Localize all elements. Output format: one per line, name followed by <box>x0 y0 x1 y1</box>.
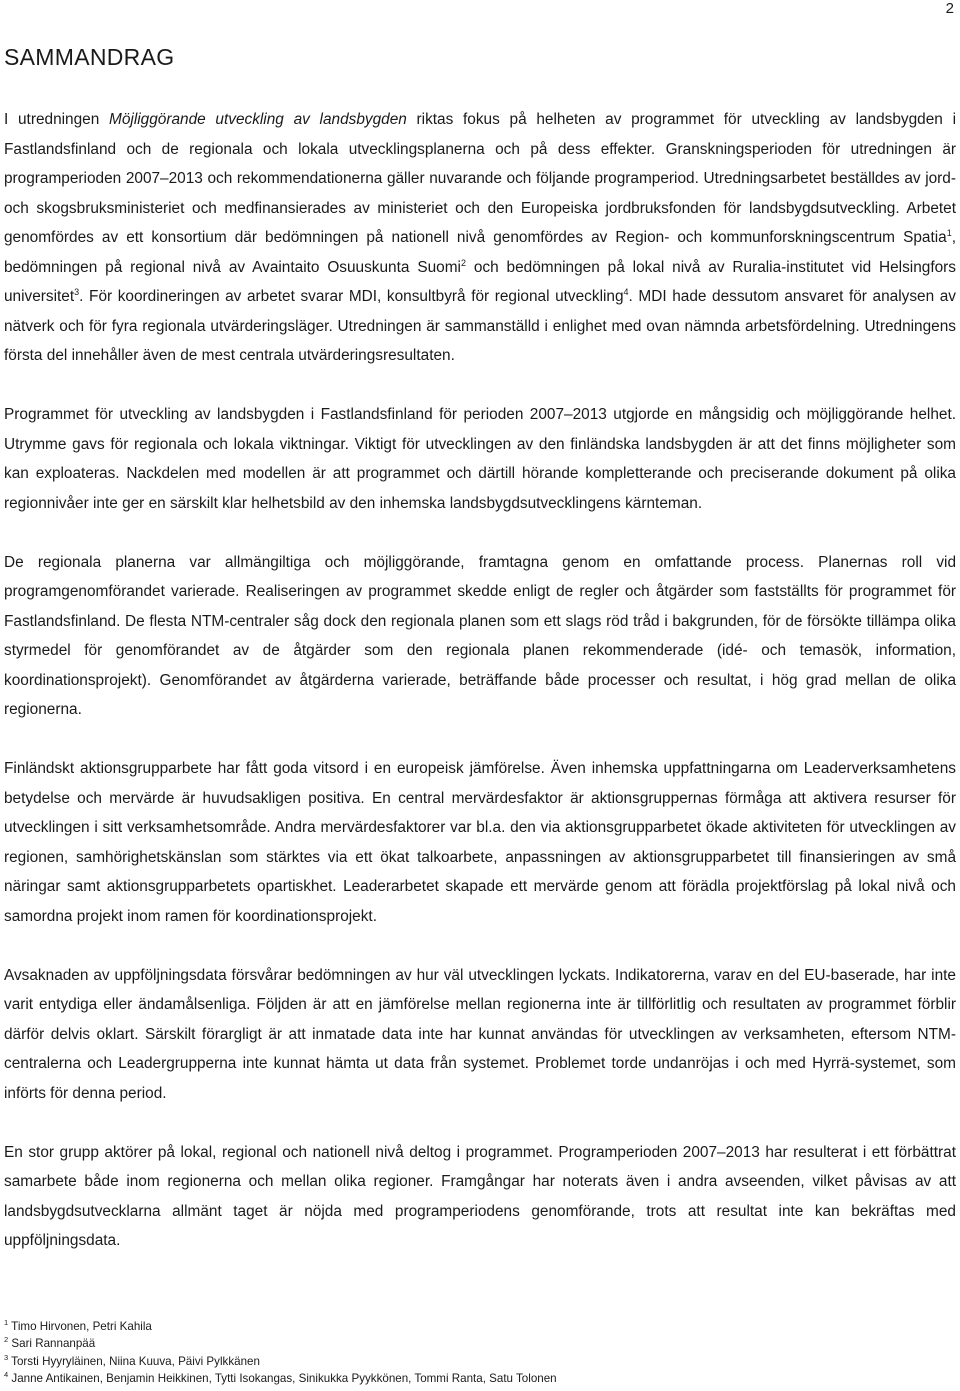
footnote-reference: 1 <box>946 227 952 238</box>
summary-body <box>4 105 956 1256</box>
footnote-number: 1 <box>4 1318 9 1328</box>
footnote-reference: 2 <box>460 257 466 268</box>
paragraph-text: och bedömningen på lokal nivå av Ruralia-institutet vid Helsingfors universitet <box>4 258 956 305</box>
paragraph-text: Avsaknaden av uppföljningsdata försvårar bedömningen av hur väl utvecklingen lyckats. Indikatorerna, varav en del EU-baserade, har inte varit entydiga eller ändamålsenliga. Följden är att en jämförelse mellan regionerna inte är tillförlitlig och resultaten av programmet förblir därför delvis oklart. Särskilt förargligt är att inmatade data inte har kunnat användas för utvecklingen av verksamheten, eftersom NTM-centralerna och Leadergrupperna inte kunnat hämta ut data från systemet. Problemet torde undanröjas i och med Hyrrä-systemet, som införts för denna period. <box>4 966 956 1102</box>
paragraph-text: Finländskt aktionsgrupparbete har fått goda vitsord i en europeisk jämförelse. Även inhemska uppfattningarna om Leaderverksamhetens betydelse och mervärde är huvudsakligen positiva. En central mervärdesfaktor är aktionsgruppernas förmåga att aktivera resurser för utvecklingen i sitt verksamhetsområde. Andra mervärdesfaktorer var bl.a. den via aktionsgrupparbetet ökade aktiviteten för utvecklingen av regionen, samhörighetskänslan som stärktes via ett ökat talkoarbete, anpassningen av aktionsgrupparbetet till finansieringen av små näringar samt aktionsgrupparbetets opartiskhet. Leaderarbetet skapade ett mervärde genom att förädla projektförslag på lokal nivå och samordna projekt inom ramen för koordinationsprojekt. <box>4 760 956 925</box>
paragraph-text: . MDI hade dessutom ansvaret för analysen av nätverk och för fyra regionala utvärderingsläger. Utredningen är sammanställd i enlighet med ovan nämnda arbetsfördelning. Utredningens första del innehåller även de mest centrala utvärderingsresultaten. <box>4 288 956 364</box>
footnote-item <box>4 1370 944 1387</box>
footnote-text: Torsti Hyyryläinen, Niina Kuuva, Päivi Pylkkänen <box>8 1354 260 1368</box>
paragraph-text: De regionala planerna var allmängiltiga och möjliggörande, framtagna genom en omfattande process. Planernas roll vid programgenomförandet varierade. Realiseringen av programmet skedde enligt de regler och åtgärder som fastställts för programmet för Fastlandsfinland. De flesta NTM-centraler såg dock den regionala planen som ett slags röd tråd i bakgrunden, för de försökte tillämpa olika styrmedel för genomförandet av de åtgärder som den regionala planen rekommenderade (idé- och temasök, information, koordinationsprojekt). Genomförandet av åtgärderna varierade, beträffande både processer och resultat, i hög grad mellan de olika regionerna. <box>4 553 956 718</box>
footnote-item <box>4 1318 944 1335</box>
body-paragraph <box>4 105 956 371</box>
footnote-text: Timo Hirvonen, Petri Kahila <box>8 1320 152 1333</box>
body-paragraph <box>4 961 956 1109</box>
paragraph-text: riktas fokus på helheten av programmet för utveckling av landsbygden i Fastlandsfinland och de regionala och lokala utvecklingsplanerna och på dess effekter. Granskningsperioden för utredningen är programperioden 2007–2013 och rekommendationerna gäller nuvarande och följande programperiod. Utredningsarbetet beställdes av jord- och skogsbruksministeriet och medfinansierades av ministeriet och den Europeiska jordbruksfonden för landsbygdsutveckling. Arbetet genomfördes av ett konsortium där bedömningen på nationell nivå genomfördes av Region- och kommunforskningscentrum Spatia <box>4 111 956 246</box>
body-paragraph <box>4 1138 956 1256</box>
footnote-text: Janne Antikainen, Benjamin Heikkinen, Tytti Isokangas, Sinikukka Pyykkönen, Tommi Ranta, Satu Tolonen <box>8 1372 557 1386</box>
footnote-number: 3 <box>4 1352 9 1362</box>
body-paragraph <box>4 548 956 725</box>
report-title-italic: Möjliggörande utveckling av landsbygden <box>109 111 407 128</box>
footnotes <box>4 1318 944 1388</box>
body-paragraph <box>4 400 956 518</box>
paragraph-text: En stor grupp aktörer på lokal, regional och nationell nivå deltog i programmet. Programperioden 2007–2013 har resulterat i ett förbättrat samarbete både inom regionerna och mellan olika regioner. Framgångar har noterats även i andra avseenden, vilket påvisas av att landsbygdsutvecklarna allmänt taget är nöjda med programperiodens genomförande, trots att resultat inte kan bekräftas med uppföljningsdata. <box>4 1143 956 1249</box>
footnote-item <box>4 1353 944 1370</box>
paragraph-text: , bedömningen på regional nivå av Avaintaito Osuuskunta Suomi <box>4 229 956 276</box>
footnote-text: Sari Rannanpää <box>8 1337 96 1351</box>
footnote-item <box>4 1335 944 1352</box>
page-number: 2 <box>945 0 954 17</box>
footnote-number: 4 <box>4 1370 9 1380</box>
paragraph-text: I utredningen <box>4 111 110 128</box>
paragraph-text: Programmet för utveckling av landsbygden i Fastlandsfinland för perioden 2007–2013 utgjorde en mångsidig och möjliggörande helhet. Utrymme gavs för regionala och lokala viktningar. Viktigt för utvecklingen av den finländska landsbygden är att det finns möjligheter som kan exploateras. Nackdelen med modellen är att programmet och därtill hörande kompletterande och preciserande dokument på olika regionnivåer inte ger en särskilt klar helhetsbild av den inhemska landsbygdsutvecklingens kärnteman. <box>4 406 956 512</box>
section-title: SAMMANDRAG <box>4 44 175 70</box>
footnote-reference: 4 <box>623 286 629 297</box>
paragraph-text: . För koordineringen av arbetet svarar MDI, konsultbyrå för regional utveckling <box>79 288 624 305</box>
footnote-number: 2 <box>4 1335 9 1345</box>
body-paragraph <box>4 754 956 931</box>
footnote-reference: 3 <box>74 286 80 297</box>
